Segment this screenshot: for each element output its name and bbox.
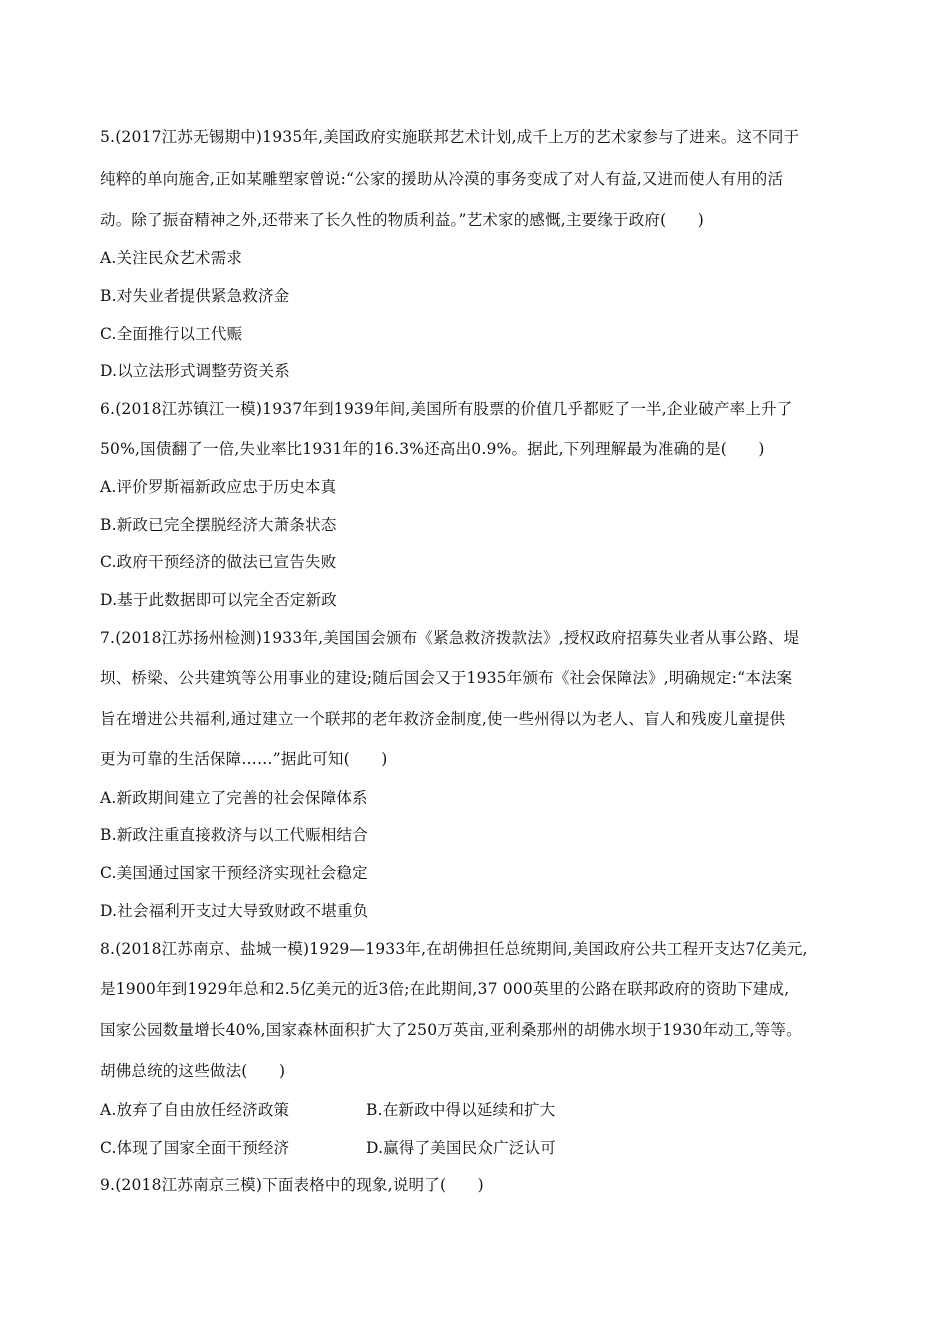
question-7-option-b: B.新政注重直接救济与以工代赈相结合 xyxy=(100,826,368,844)
question-8-option-c: C.体现了国家全面干预经济 xyxy=(100,1139,290,1157)
question-8-stem-line-1: 8.(2018江苏南京、盐城一模)1929—1933年,在胡佛担任总统期间,美国政府公共工程开支达7亿美元, xyxy=(100,940,808,958)
question-9-stem-line-1: 9.(2018江苏南京三模)下面表格中的现象,说明了( ) xyxy=(100,1176,484,1194)
question-6-stem-line-2: 50%,国债翻了一倍,失业率比1931年的16.3%还高出0.9%。据此,下列理解最为准确的是( ) xyxy=(100,440,765,458)
question-5-option-c: C.全面推行以工代赈 xyxy=(100,325,243,343)
question-7-stem-line-3: 旨在增进公共福利,通过建立一个联邦的老年救济金制度,使一些州得以为老人、盲人和残废儿童提供 xyxy=(100,710,786,728)
question-6-option-d: D.基于此数据即可以完全否定新政 xyxy=(100,591,338,609)
question-5-option-b: B.对失业者提供紧急救济金 xyxy=(100,287,290,305)
question-7-option-d: D.社会福利开支过大导致财政不堪重负 xyxy=(100,902,369,920)
question-8-stem-line-3: 国家公园数量增长40%,国家森林面积扩大了250万英亩,亚利桑那州的胡佛水坝于1930年动工,等等。 xyxy=(100,1021,802,1039)
question-7-option-c: C.美国通过国家干预经济实现社会稳定 xyxy=(100,864,368,882)
question-8-option-d: D.赢得了美国民众广泛认可 xyxy=(366,1139,556,1157)
question-7-stem-line-1: 7.(2018江苏扬州检测)1933年,美国国会颁布《紧急救济拨款法》,授权政府招募失业者从事公路、堤 xyxy=(100,629,800,647)
question-8-stem-line-4: 胡佛总统的这些做法( ) xyxy=(100,1062,286,1080)
question-5-stem-line-1: 5.(2017江苏无锡期中)1935年,美国政府实施联邦艺术计划,成千上万的艺术家参与了进来。这不同于 xyxy=(100,128,800,146)
question-5-option-a: A.关注民众艺术需求 xyxy=(100,249,243,267)
question-7-option-a: A.新政期间建立了完善的社会保障体系 xyxy=(100,789,368,807)
question-6-stem-line-1: 6.(2018江苏镇江一模)1937年到1939年间,美国所有股票的价值几乎都贬了一半,企业破产率上升了 xyxy=(100,400,793,418)
question-6-option-a: A.评价罗斯福新政应忠于历史本真 xyxy=(100,478,337,496)
question-6-option-c: C.政府干预经济的做法已宣告失败 xyxy=(100,553,337,571)
question-5-option-d: D.以立法形式调整劳资关系 xyxy=(100,362,290,380)
question-5-stem-line-3: 动。除了振奋精神之外,还带来了长久性的物质利益。”艺术家的感慨,主要缘于政府( ) xyxy=(100,211,705,229)
question-7-stem-line-4: 更为可靠的生活保障……”据此可知( ) xyxy=(100,750,388,768)
question-8-stem-line-2: 是1900年到1929年总和2.5亿美元的近3倍;在此期间,37 000英里的公路在联邦政府的资助下建成, xyxy=(100,980,790,998)
question-5-stem-line-2: 纯粹的单向施舍,正如某雕塑家曾说:“公家的援助从冷漠的事务变成了对人有益,又进而使人有用的活 xyxy=(100,170,784,188)
question-6-option-b: B.新政已完全摆脱经济大萧条状态 xyxy=(100,516,337,534)
question-8-option-a: A.放弃了自由放任经济政策 xyxy=(100,1101,290,1119)
question-7-stem-line-2: 坝、桥梁、公共建筑等公用事业的建设;随后国会又于1935年颁布《社会保障法》,明确规定:“本法案 xyxy=(100,669,793,687)
question-8-option-b: B.在新政中得以延续和扩大 xyxy=(366,1101,556,1119)
